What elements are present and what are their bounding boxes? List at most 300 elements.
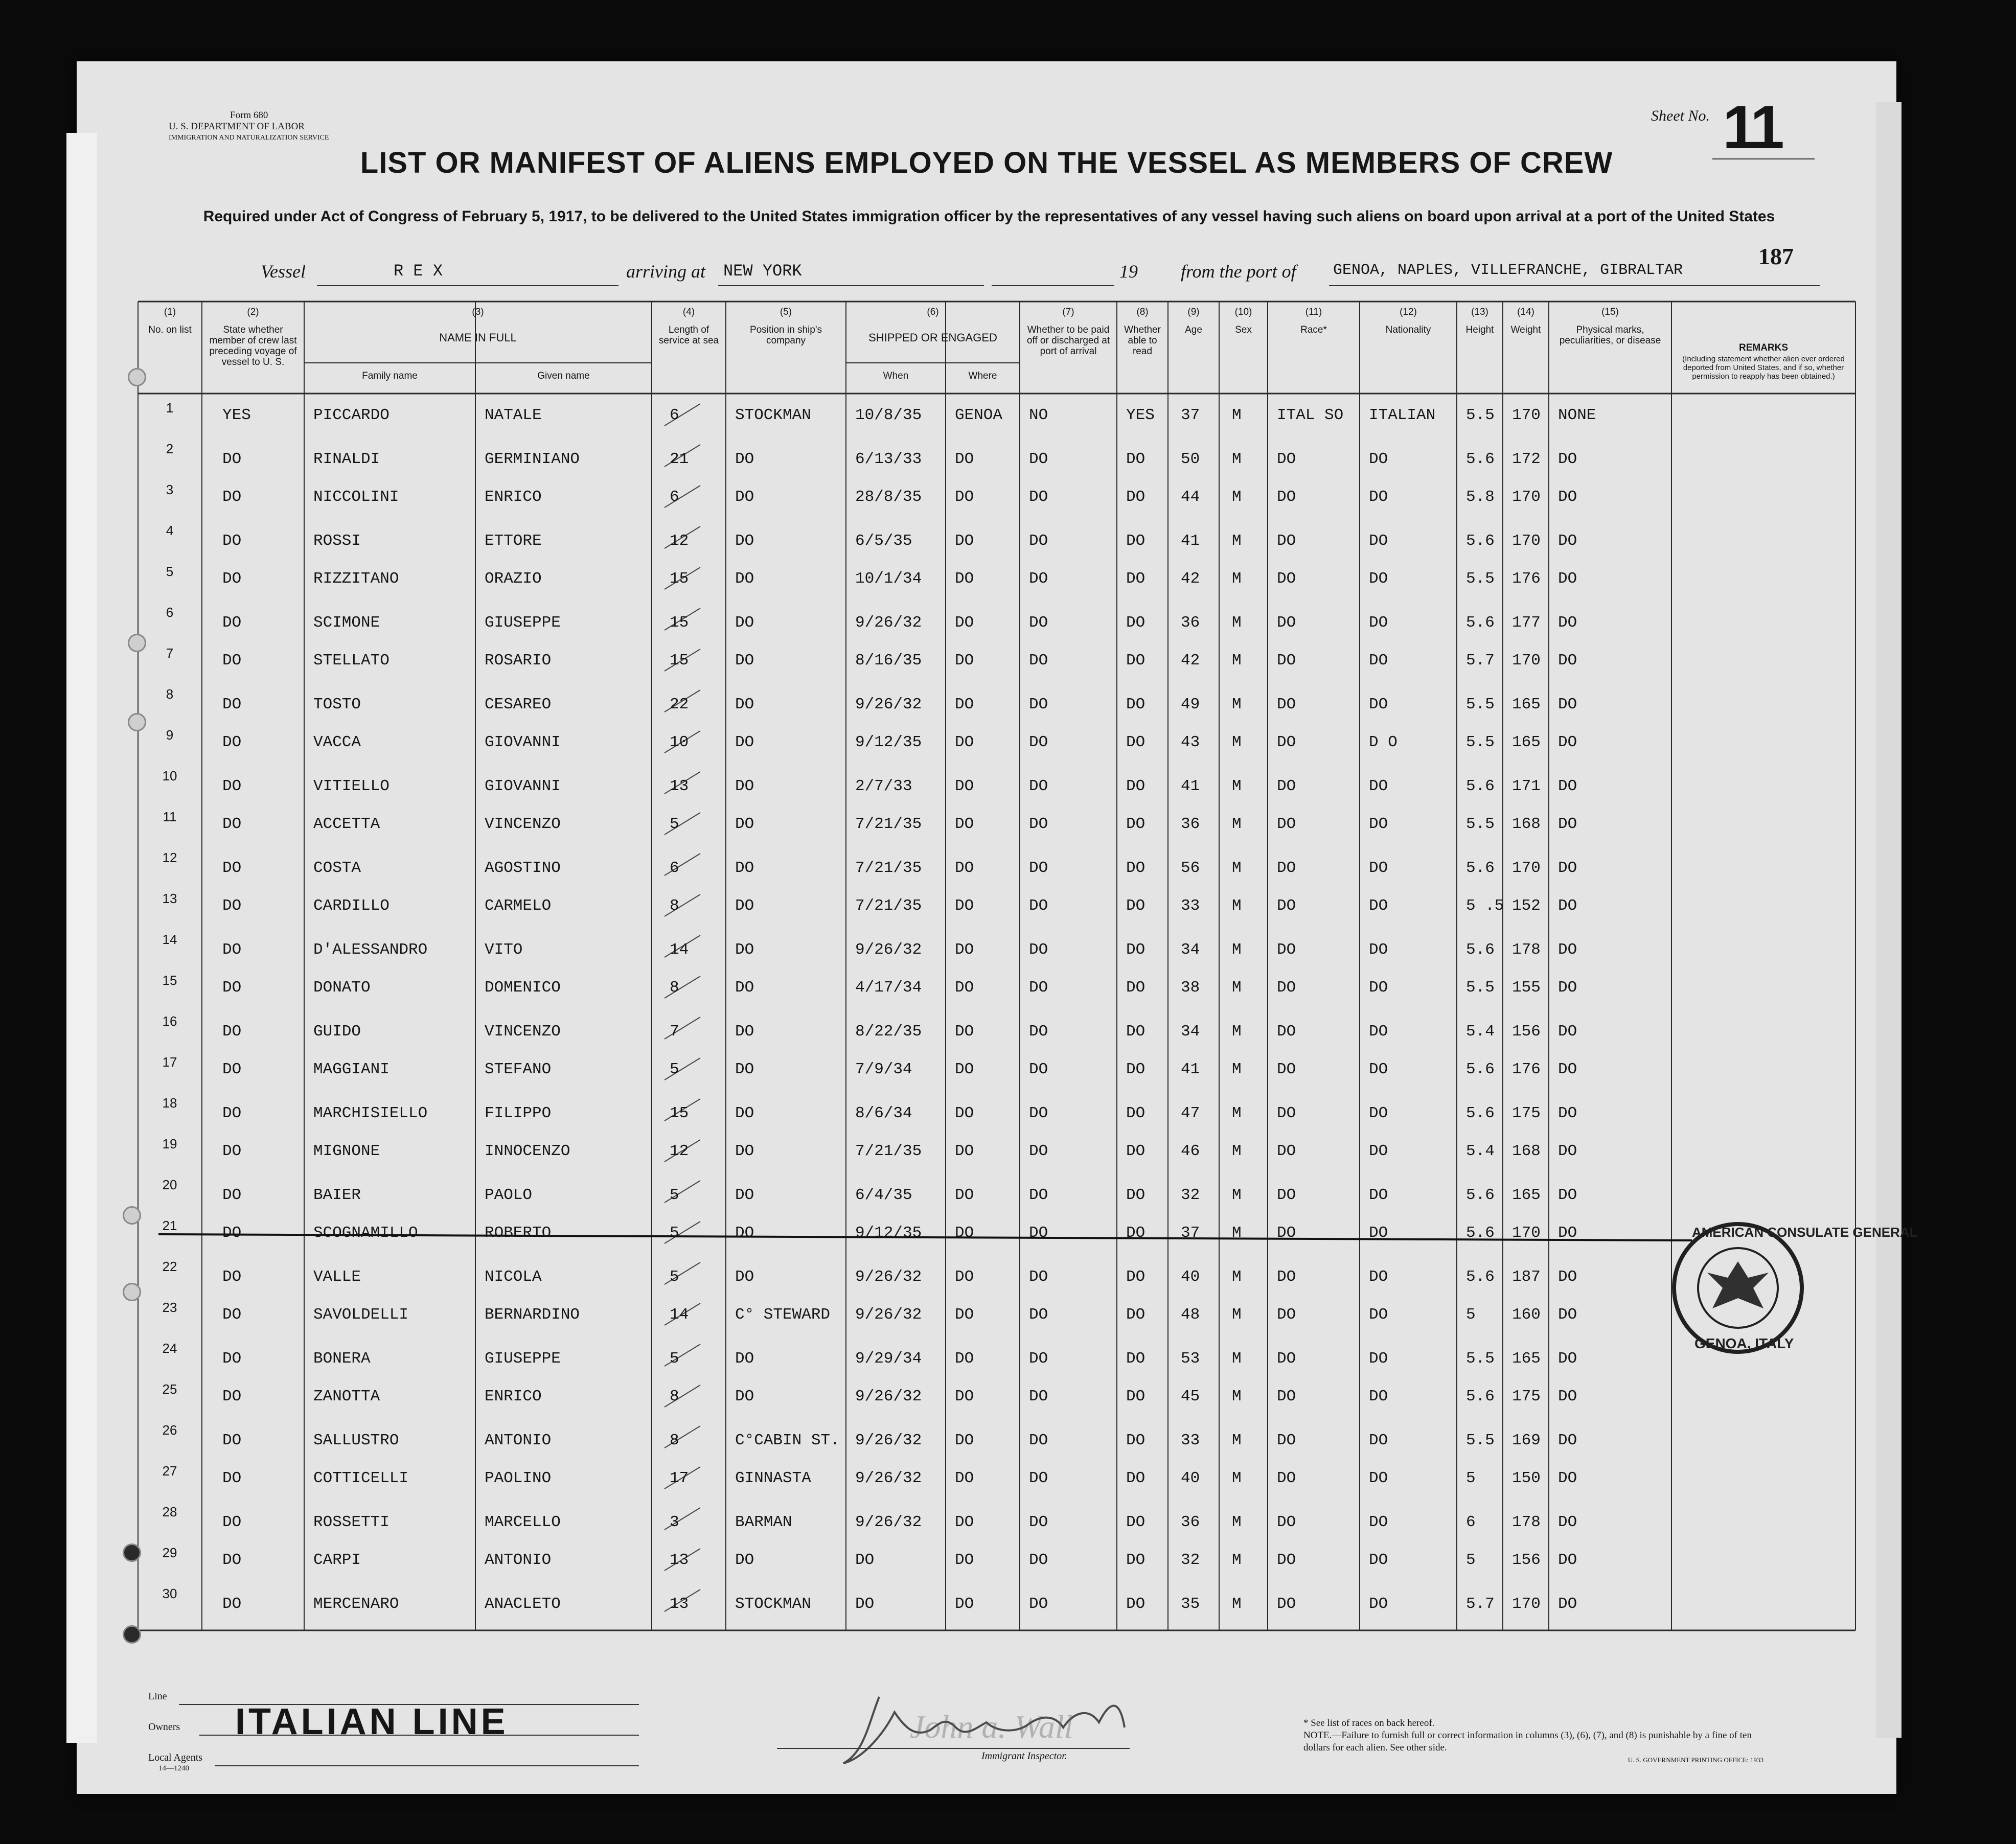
height: 5.5	[1466, 815, 1495, 833]
column-header: REMARKS	[1738, 342, 1789, 353]
weight: 165	[1512, 733, 1541, 751]
family-name: MARCHISIELLO	[313, 1104, 428, 1122]
column-number: (2)	[247, 307, 259, 317]
position: BARMAN	[735, 1513, 792, 1531]
able-to-read: DO	[1126, 532, 1146, 550]
able-to-read: DO	[1126, 614, 1146, 632]
service-length: 5	[670, 1061, 679, 1078]
race: DO	[1277, 815, 1296, 833]
sex: M	[1232, 570, 1242, 588]
position: DO	[735, 1061, 754, 1078]
column-header: NAME IN FULL	[439, 331, 517, 344]
age: 35	[1181, 1595, 1200, 1613]
height: 5	[1466, 1306, 1476, 1324]
given-name: ENRICO	[485, 1388, 542, 1405]
given-name: NICOLA	[485, 1268, 542, 1286]
list-number: 27	[162, 1463, 177, 1479]
service-name: IMMIGRATION AND NATURALIZATION SERVICE	[169, 134, 329, 142]
physical-marks: DO	[1558, 1595, 1577, 1613]
weight: 168	[1512, 815, 1541, 833]
shipped-when: 6/4/35	[855, 1186, 912, 1204]
column-header: Whether to be paid off or discharged at port of arrival	[1026, 325, 1110, 357]
consulate-seal	[1666, 1216, 1918, 1359]
race: DO	[1277, 1061, 1296, 1078]
weight: 165	[1512, 1186, 1541, 1204]
service-length: 15	[670, 1104, 689, 1122]
weight: 170	[1512, 488, 1541, 506]
nationality: ITALIAN	[1369, 406, 1436, 424]
shipped-where: DO	[955, 1432, 974, 1449]
age: 46	[1181, 1142, 1200, 1160]
prior-voyage: DO	[222, 1023, 242, 1041]
list-number: 21	[162, 1218, 177, 1233]
age: 34	[1181, 1023, 1200, 1041]
column-header: Sex	[1235, 325, 1252, 335]
weight: 175	[1512, 1388, 1541, 1405]
physical-marks: DO	[1558, 1023, 1577, 1041]
prior-voyage: DO	[222, 1142, 242, 1160]
list-number: 5	[166, 564, 174, 579]
able-to-read: DO	[1126, 1595, 1146, 1613]
physical-marks: DO	[1558, 733, 1577, 751]
nationality: DO	[1369, 570, 1388, 588]
column-header: SHIPPED OR ENGAGED	[868, 331, 997, 344]
physical-marks: DO	[1558, 1432, 1577, 1449]
height: 5.6	[1466, 1388, 1495, 1405]
sex: M	[1232, 979, 1242, 997]
list-number: 23	[162, 1300, 177, 1315]
manifest-grid	[77, 61, 1896, 1794]
prior-voyage: DO	[222, 941, 242, 959]
height: 5 .5	[1466, 897, 1504, 915]
list-number: 13	[162, 891, 177, 906]
page-title: LIST OR MANIFEST OF ALIENS EMPLOYED ON THE VESSEL AS MEMBERS OF CREW	[360, 146, 1613, 179]
age: 40	[1181, 1469, 1200, 1487]
height: 5.6	[1466, 532, 1495, 550]
vessel-label: Vessel	[261, 261, 306, 282]
able-to-read: DO	[1126, 570, 1146, 588]
shipped-when: 7/21/35	[855, 859, 922, 877]
family-name: STELLATO	[313, 652, 390, 670]
given-name: ANTONIO	[485, 1551, 552, 1569]
height: 5.5	[1466, 570, 1495, 588]
given-name: ETTORE	[485, 532, 542, 550]
weight: 155	[1512, 979, 1541, 997]
shipped-when: 9/12/35	[855, 733, 922, 751]
shipped-where: DO	[955, 1104, 974, 1122]
service-length: 14	[670, 1306, 689, 1324]
nationality: DO	[1369, 696, 1388, 713]
column-number: (10)	[1234, 307, 1252, 317]
family-name: MERCENARO	[313, 1595, 399, 1613]
weight: 177	[1512, 614, 1541, 632]
paid-off: DO	[1029, 696, 1048, 713]
age: 36	[1181, 815, 1200, 833]
height: 5.6	[1466, 1268, 1495, 1286]
height: 5.6	[1466, 859, 1495, 877]
shipped-where: DO	[955, 450, 974, 468]
family-name: VACCA	[313, 733, 361, 751]
position: DO	[735, 859, 754, 877]
race: DO	[1277, 570, 1296, 588]
weight: 169	[1512, 1432, 1541, 1449]
height: 5.5	[1466, 733, 1495, 751]
given-name: FILIPPO	[485, 1104, 552, 1122]
position: DO	[735, 532, 754, 550]
list-number: 2	[166, 441, 174, 456]
given-name: VINCENZO	[485, 1023, 561, 1041]
page-subtitle: Required under Act of Congress of February 5, 1917, to be delivered to the United States immigration officer by the representatives of any vessel having such aliens on board upon arrival at a port of the United States	[203, 208, 1775, 225]
height: 5.6	[1466, 450, 1495, 468]
paid-off: DO	[1029, 777, 1048, 795]
paid-off: DO	[1029, 1551, 1048, 1569]
weight: 170	[1512, 532, 1541, 550]
physical-marks: DO	[1558, 1186, 1577, 1204]
paid-off: DO	[1029, 897, 1048, 915]
family-name: COTTICELLI	[313, 1469, 409, 1487]
service-length: 6	[670, 488, 679, 506]
position: DO	[735, 652, 754, 670]
shipped-when: 9/26/32	[855, 941, 922, 959]
service-length: 15	[670, 652, 689, 670]
sex: M	[1232, 1469, 1242, 1487]
prior-voyage: DO	[222, 897, 242, 915]
shipped-when: DO	[855, 1595, 875, 1613]
paid-off: DO	[1029, 1023, 1048, 1041]
physical-marks: DO	[1558, 652, 1577, 670]
height: 5.5	[1466, 979, 1495, 997]
line-label: Line	[148, 1691, 167, 1702]
weight: 170	[1512, 1595, 1541, 1613]
prior-voyage: DO	[222, 1595, 242, 1613]
age: 32	[1181, 1551, 1200, 1569]
service-length: 12	[670, 1142, 689, 1160]
list-number: 15	[162, 973, 177, 988]
shipped-when: DO	[855, 1551, 875, 1569]
sex: M	[1232, 614, 1242, 632]
height: 5	[1466, 1469, 1476, 1487]
prior-voyage: DO	[222, 1306, 242, 1324]
nationality: DO	[1369, 1432, 1388, 1449]
family-name: SALLUSTRO	[313, 1432, 399, 1449]
nationality: DO	[1369, 897, 1388, 915]
able-to-read: DO	[1126, 1061, 1146, 1078]
physical-marks: DO	[1558, 570, 1577, 588]
position: DO	[735, 614, 754, 632]
weight: 178	[1512, 941, 1541, 959]
from-port-label: from the port of	[1181, 261, 1296, 282]
shipped-where: DO	[955, 1469, 974, 1487]
race-note: * See list of races on back hereof.	[1303, 1718, 1435, 1728]
list-number: 26	[162, 1422, 177, 1438]
shipped-where: DO	[955, 897, 974, 915]
sheet-sub-number: 187	[1758, 243, 1794, 269]
sex: M	[1232, 1350, 1242, 1368]
weight: 176	[1512, 570, 1541, 588]
position: DO	[735, 941, 754, 959]
sex: M	[1232, 1595, 1242, 1613]
list-number: 9	[166, 727, 174, 743]
family-name: ROSSI	[313, 532, 361, 550]
service-length: 5	[670, 1186, 679, 1204]
able-to-read: DO	[1126, 1388, 1146, 1405]
sex: M	[1232, 897, 1242, 915]
race: DO	[1277, 777, 1296, 795]
service-length: 14	[670, 941, 689, 959]
service-length: 13	[670, 1595, 689, 1613]
shipped-when: 9/29/34	[855, 1350, 922, 1368]
binder-hole	[128, 634, 146, 652]
nationality: DO	[1369, 1513, 1388, 1531]
race: DO	[1277, 1224, 1296, 1242]
paid-off: DO	[1029, 1513, 1048, 1531]
inspector-underline	[777, 1748, 1130, 1749]
physical-marks: DO	[1558, 777, 1577, 795]
owners-label: Owners	[148, 1721, 180, 1733]
service-length: 12	[670, 532, 689, 550]
able-to-read: DO	[1126, 979, 1146, 997]
column-number: (14)	[1517, 307, 1534, 317]
shipped-where: DO	[955, 696, 974, 713]
prior-voyage: DO	[222, 777, 242, 795]
able-to-read: DO	[1126, 941, 1146, 959]
position: DO	[735, 1023, 754, 1041]
signature-text: John a. Wall	[910, 1709, 1073, 1745]
age: 33	[1181, 897, 1200, 915]
shipped-where: DO	[955, 1595, 974, 1613]
family-name: ACCETTA	[313, 815, 380, 833]
prior-voyage: DO	[222, 815, 242, 833]
column-header: State whether member of crew last preceding voyage of vessel to U. S.	[209, 325, 297, 367]
able-to-read: DO	[1126, 1268, 1146, 1286]
binder-hole	[128, 368, 146, 386]
shipped-where: DO	[955, 652, 974, 670]
binder-hole	[123, 1283, 141, 1301]
weight: 165	[1512, 1350, 1541, 1368]
position: DO	[735, 1268, 754, 1286]
shipped-when: 9/26/32	[855, 696, 922, 713]
position: DO	[735, 450, 754, 468]
given-name: ANACLETO	[485, 1595, 561, 1613]
nationality: DO	[1369, 1306, 1388, 1324]
race: DO	[1277, 488, 1296, 506]
physical-marks: DO	[1558, 1104, 1577, 1122]
physical-marks: DO	[1558, 1350, 1577, 1368]
column-number: (1)	[164, 307, 176, 317]
family-name: ROSSETTI	[313, 1513, 390, 1531]
column-subheader: Given name	[537, 371, 590, 381]
service-length: 8	[670, 1432, 679, 1449]
family-name: RIZZITANO	[313, 570, 399, 588]
race: DO	[1277, 532, 1296, 550]
position: DO	[735, 1350, 754, 1368]
paid-off: DO	[1029, 1104, 1048, 1122]
nationality: DO	[1369, 859, 1388, 877]
age: 32	[1181, 1186, 1200, 1204]
age: 41	[1181, 777, 1200, 795]
height: 5.6	[1466, 1186, 1495, 1204]
list-number: 7	[166, 646, 174, 661]
nationality: DO	[1369, 614, 1388, 632]
given-name: DOMENICO	[485, 979, 561, 997]
nationality: DO	[1369, 1104, 1388, 1122]
prior-voyage: DO	[222, 1432, 242, 1449]
height: 5.5	[1466, 696, 1495, 713]
family-name: MIGNONE	[313, 1142, 380, 1160]
sheet-number-value: 11	[1723, 93, 1781, 162]
shipped-where: DO	[955, 1023, 974, 1041]
able-to-read: DO	[1126, 1513, 1146, 1531]
prior-voyage: DO	[222, 570, 242, 588]
age: 36	[1181, 614, 1200, 632]
paid-off: DO	[1029, 532, 1048, 550]
sex: M	[1232, 859, 1242, 877]
sex: M	[1232, 1061, 1242, 1078]
weight: 175	[1512, 1104, 1541, 1122]
sex: M	[1232, 450, 1242, 468]
column-number: (15)	[1601, 307, 1619, 317]
shipped-where: DO	[955, 1142, 974, 1160]
age: 56	[1181, 859, 1200, 877]
given-name: GIOVANNI	[485, 777, 561, 795]
position: DO	[735, 1224, 754, 1242]
shipped-when: 4/17/34	[855, 979, 922, 997]
shipped-when: 7/9/34	[855, 1061, 912, 1078]
position: DO	[735, 1388, 754, 1405]
nationality: DO	[1369, 1268, 1388, 1286]
position: C° STEWARD	[735, 1306, 831, 1324]
shipped-where: DO	[955, 1513, 974, 1531]
able-to-read: DO	[1126, 777, 1146, 795]
prior-voyage: DO	[222, 1061, 242, 1078]
from-ports: GENOA, NAPLES, VILLEFRANCHE, GIBRALTAR	[1333, 262, 1683, 279]
prior-voyage: DO	[222, 1388, 242, 1405]
sex: M	[1232, 1142, 1242, 1160]
sex: M	[1232, 1268, 1242, 1286]
paid-off: DO	[1029, 614, 1048, 632]
sex: M	[1232, 733, 1242, 751]
family-name: VITIELLO	[313, 777, 390, 795]
list-number: 30	[162, 1586, 177, 1601]
age: 41	[1181, 532, 1200, 550]
race: DO	[1277, 859, 1296, 877]
height: 5.6	[1466, 1061, 1495, 1078]
service-length: 10	[670, 733, 689, 751]
prior-voyage: DO	[222, 1551, 242, 1569]
column-number: (4)	[682, 307, 695, 317]
service-length: 15	[670, 570, 689, 588]
list-number: 12	[162, 850, 177, 865]
list-number: 6	[166, 605, 174, 620]
nationality: DO	[1369, 1595, 1388, 1613]
age: 37	[1181, 406, 1200, 424]
race: DO	[1277, 652, 1296, 670]
shipped-when: 8/16/35	[855, 652, 922, 670]
height: 5.5	[1466, 406, 1495, 424]
vessel-name: R E X	[394, 262, 443, 281]
list-number: 14	[162, 932, 177, 947]
physical-marks: DO	[1558, 488, 1577, 506]
service-length: 6	[670, 859, 679, 877]
family-name: CARDILLO	[313, 897, 390, 915]
family-name: BAIER	[313, 1186, 361, 1204]
nationality: DO	[1369, 1224, 1388, 1242]
service-length: 8	[670, 897, 679, 915]
physical-marks: DO	[1558, 897, 1577, 915]
shipped-where: DO	[955, 1388, 974, 1405]
paid-off: DO	[1029, 570, 1048, 588]
given-name: NATALE	[485, 406, 542, 424]
sex: M	[1232, 406, 1242, 424]
height: 5.6	[1466, 1104, 1495, 1122]
nationality: DO	[1369, 1388, 1388, 1405]
given-name: CESAREO	[485, 696, 552, 713]
family-name: RINALDI	[313, 450, 380, 468]
given-name: STEFANO	[485, 1061, 552, 1078]
inspector-title: Immigrant Inspector.	[981, 1750, 1067, 1762]
weight: 172	[1512, 450, 1541, 468]
given-name: INNOCENZO	[485, 1142, 570, 1160]
age: 34	[1181, 941, 1200, 959]
paid-off: DO	[1029, 1469, 1048, 1487]
position: DO	[735, 570, 754, 588]
able-to-read: DO	[1126, 1186, 1146, 1204]
race: DO	[1277, 1513, 1296, 1531]
position: DO	[735, 1551, 754, 1569]
race: DO	[1277, 1350, 1296, 1368]
race: DO	[1277, 1551, 1296, 1569]
able-to-read: DO	[1126, 897, 1146, 915]
sheet-number-label: Sheet No.	[1651, 107, 1710, 124]
weight: 156	[1512, 1023, 1541, 1041]
nationality: DO	[1369, 1186, 1388, 1204]
company-stamp: ITALIAN LINE	[235, 1701, 509, 1742]
position: DO	[735, 1186, 754, 1204]
physical-marks: DO	[1558, 1142, 1577, 1160]
shipped-when: 9/26/32	[855, 1469, 922, 1487]
race: DO	[1277, 1142, 1296, 1160]
sex: M	[1232, 1432, 1242, 1449]
age: 41	[1181, 1061, 1200, 1078]
race: DO	[1277, 1023, 1296, 1041]
column-subheader: Family name	[362, 371, 418, 381]
age: 45	[1181, 1388, 1200, 1405]
prior-voyage: DO	[222, 488, 242, 506]
seal-text: AMERICAN CONSULATE GENERAL	[1692, 1225, 1918, 1240]
column-header: Length of service at sea	[658, 325, 719, 346]
paid-off: DO	[1029, 1061, 1048, 1078]
able-to-read: DO	[1126, 1104, 1146, 1122]
shipped-when: 9/26/32	[855, 1513, 922, 1531]
weight: 152	[1512, 897, 1541, 915]
height: 5.6	[1466, 1224, 1495, 1242]
column-header: Race*	[1300, 325, 1327, 335]
shipped-where: DO	[955, 1350, 974, 1368]
department-name: U. S. DEPARTMENT OF LABOR	[169, 121, 305, 132]
height: 5	[1466, 1551, 1476, 1569]
given-name: GERMINIANO	[485, 450, 580, 468]
race: DO	[1277, 733, 1296, 751]
shipped-where: DO	[955, 1186, 974, 1204]
race: DO	[1277, 897, 1296, 915]
age: 50	[1181, 450, 1200, 468]
service-length: 6	[670, 406, 679, 424]
age: 49	[1181, 696, 1200, 713]
age: 36	[1181, 1513, 1200, 1531]
family-name: SCOGNAMILLO	[313, 1224, 418, 1242]
service-length: 5	[670, 1268, 679, 1286]
able-to-read: DO	[1126, 450, 1146, 468]
